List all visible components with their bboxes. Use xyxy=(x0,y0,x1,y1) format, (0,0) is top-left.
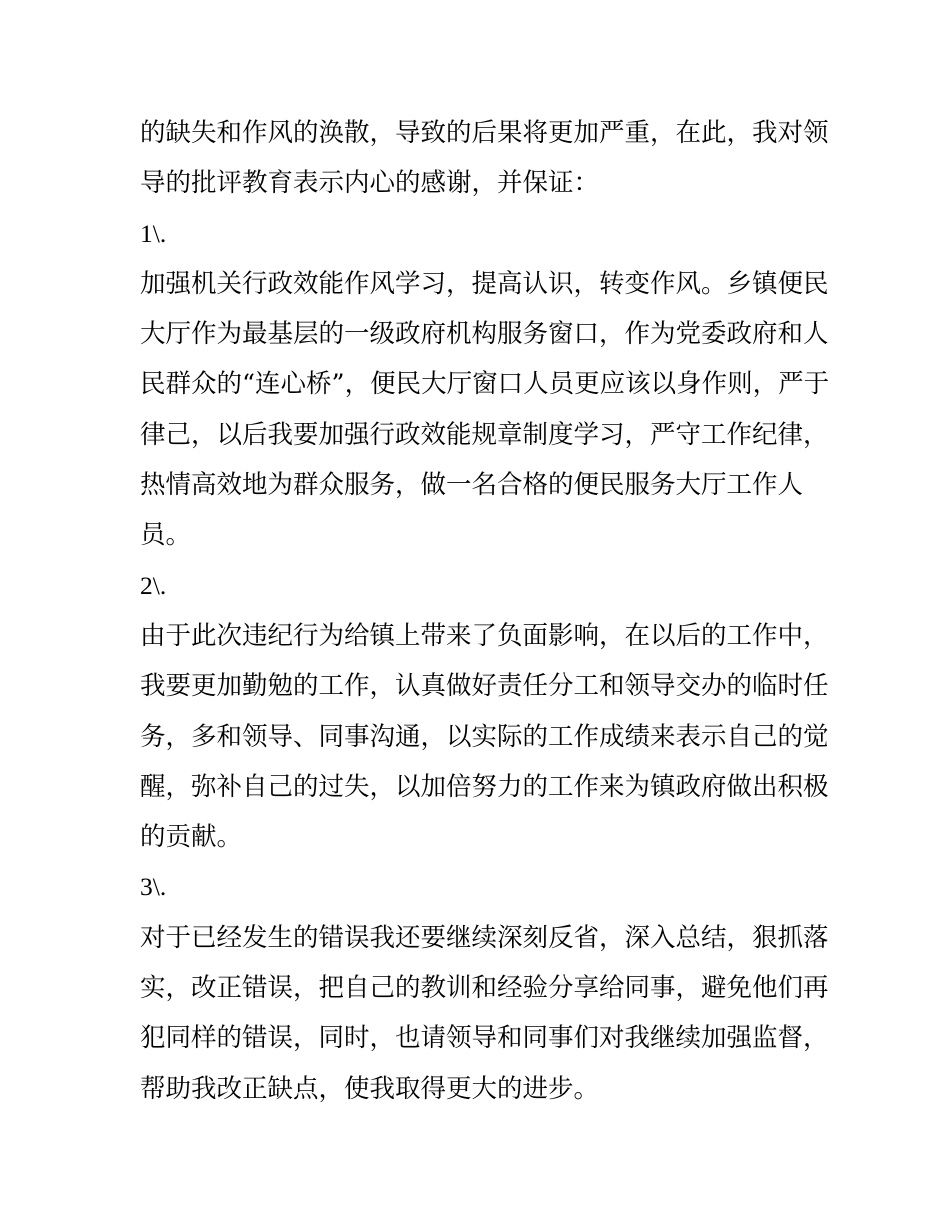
text-line: 热情高效地为群众服务，做一名合格的便民服务大厅工作人 xyxy=(140,470,804,501)
text-line: 实，改正错误，把自己的教训和经验分享给同事，避免他们再 xyxy=(140,973,829,1004)
text-line: 务，多和领导、同事沟通，以实际的工作成绩来表示自己的觉 xyxy=(140,721,829,752)
text-line: 导的批评教育表示内心的感谢，并保证： xyxy=(140,168,600,199)
text-line: 加强机关行政效能作风学习，提高认识，转变作风。乡镇便民 xyxy=(140,268,829,299)
text-line: 的贡献。 xyxy=(140,822,243,853)
text-line: 犯同样的错误，同时，也请领导和同事们对我继续加强监督， xyxy=(140,1023,829,1054)
document-body xyxy=(140,108,830,1114)
text-line: 律己，以后我要加强行政效能规章制度学习，严守工作纪律， xyxy=(140,419,829,450)
text-line: 我要更加勤勉的工作，认真做好责任分工和领导交办的临时任 xyxy=(140,671,829,702)
text-line: 醒，弥补自己的过失，以加倍努力的工作来为镇政府做出积极 xyxy=(140,771,829,802)
text-line: 的缺失和作风的涣散，导致的后果将更加严重，在此，我对领 xyxy=(140,118,829,148)
text-line: 帮助我改正缺点，使我取得更大的进步。 xyxy=(140,1073,600,1104)
list-number-1: 1\. xyxy=(140,218,167,248)
text-line: 由于此次违纪行为给镇上带来了负面影响，在以后的工作中， xyxy=(140,620,829,651)
text-line: 民群众的“连心桥”，便民大厅窗口人员更应该以身作则，严于 xyxy=(140,369,830,400)
text-line: 对于已经发生的错误我还要继续深刻反省，深入总结，狠抓落 xyxy=(140,922,829,953)
list-number-2: 2\. xyxy=(140,570,167,600)
text-line: 大厅作为最基层的一级政府机构服务窗口，作为党委政府和人 xyxy=(140,319,829,350)
list-number-3: 3\. xyxy=(140,872,167,902)
text-line: 员。 xyxy=(140,520,192,551)
